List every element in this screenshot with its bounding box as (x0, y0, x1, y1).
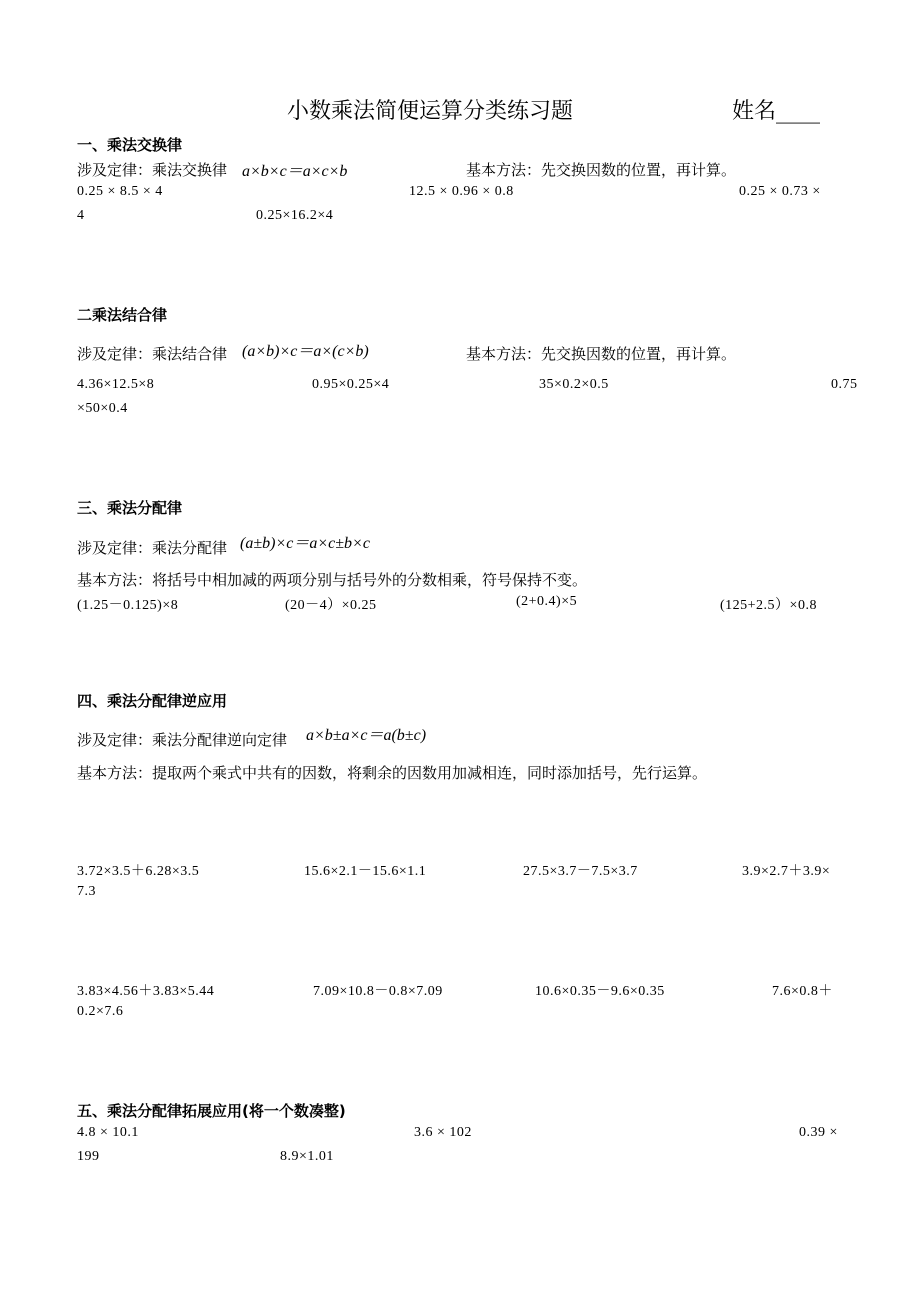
problem-4-3: 27.5×3.7－7.5×3.7 (523, 864, 638, 879)
problem-1-4: 0.25×16.2×4 (256, 208, 334, 223)
problem-2-1: 4.36×12.5×8 (77, 377, 155, 392)
problem-4-8-cont: 0.2×7.6 (77, 1004, 124, 1019)
section-4-formula: a×b±a×c＝a(b±c) (306, 727, 427, 744)
problem-4-4: 3.9×2.7＋3.9× (742, 864, 831, 879)
section-1-method: 基本方法：先交换因数的位置，再计算。 (466, 161, 737, 179)
page-title: 小数乘法简便运算分类练习题 (287, 99, 574, 124)
problem-3-1: (1.25－0.125)×8 (77, 598, 179, 613)
problem-3-2: (20－4）×0.25 (285, 598, 377, 613)
problem-4-2: 15.6×2.1－15.6×1.1 (304, 864, 427, 879)
section-1-formula: a×b×c＝a×c×b (242, 163, 348, 180)
problem-5-3: 0.39 × (799, 1125, 838, 1140)
problem-4-1: 3.72×3.5＋6.28×3.5 (77, 864, 200, 879)
problem-2-4: 0.75 (831, 377, 858, 392)
problem-2-2: 0.95×0.25×4 (312, 377, 390, 392)
section-4-method: 基本方法：提取两个乘式中共有的因数，将剩余的因数用加减相连，同时添加括号，先行运算。 (77, 764, 708, 782)
section-2-method: 基本方法：先交换因数的位置，再计算。 (466, 345, 737, 363)
problem-4-4-cont: 7.3 (77, 884, 96, 899)
name-field-label: 姓名____ (732, 99, 821, 124)
section-1-law-label: 涉及定律：乘法交换律 (77, 161, 228, 179)
section-3-law-label: 涉及定律：乘法分配律 (77, 539, 228, 557)
problem-1-2: 12.5 × 0.96 × 0.8 (409, 184, 514, 199)
section-4-law-label: 涉及定律：乘法分配律逆向定律 (77, 731, 288, 749)
section-3-heading: 三、乘法分配律 (77, 499, 183, 517)
section-3-method: 基本方法：将括号中相加减的两项分别与括号外的分数相乘，符号保持不变。 (77, 571, 588, 589)
problem-3-4: (125+2.5）×0.8 (720, 598, 817, 613)
problem-4-8: 7.6×0.8＋ (772, 984, 833, 999)
problem-4-5: 3.83×4.56＋3.83×5.44 (77, 984, 215, 999)
section-2-formula: (a×b)×c＝a×(c×b) (242, 343, 369, 360)
section-5-heading: 五、乘法分配律拓展应用(将一个数凑整) (77, 1102, 346, 1120)
problem-5-4: 8.9×1.01 (280, 1149, 334, 1164)
problem-3-3: (2+0.4)×5 (516, 594, 578, 609)
problem-2-3: 35×0.2×0.5 (539, 377, 609, 392)
problem-1-3: 0.25 × 0.73 × (739, 184, 821, 199)
section-4-heading: 四、乘法分配律逆应用 (77, 692, 228, 710)
problem-4-6: 7.09×10.8－0.8×7.09 (313, 984, 443, 999)
problem-2-4-cont: ×50×0.4 (77, 401, 128, 416)
problem-1-3-cont: 4 (77, 208, 85, 223)
section-2-law-label: 涉及定律：乘法结合律 (77, 345, 228, 363)
problem-5-1: 4.8 × 10.1 (77, 1125, 139, 1140)
section-3-formula: (a±b)×c＝a×c±b×c (240, 535, 370, 552)
problem-5-3-cont: 199 (77, 1149, 100, 1164)
problem-1-1: 0.25 × 8.5 × 4 (77, 184, 163, 199)
problem-4-7: 10.6×0.35－9.6×0.35 (535, 984, 665, 999)
section-2-heading: 二乘法结合律 (77, 306, 168, 324)
section-1-heading: 一、乘法交换律 (77, 136, 183, 154)
problem-5-2: 3.6 × 102 (414, 1125, 472, 1140)
